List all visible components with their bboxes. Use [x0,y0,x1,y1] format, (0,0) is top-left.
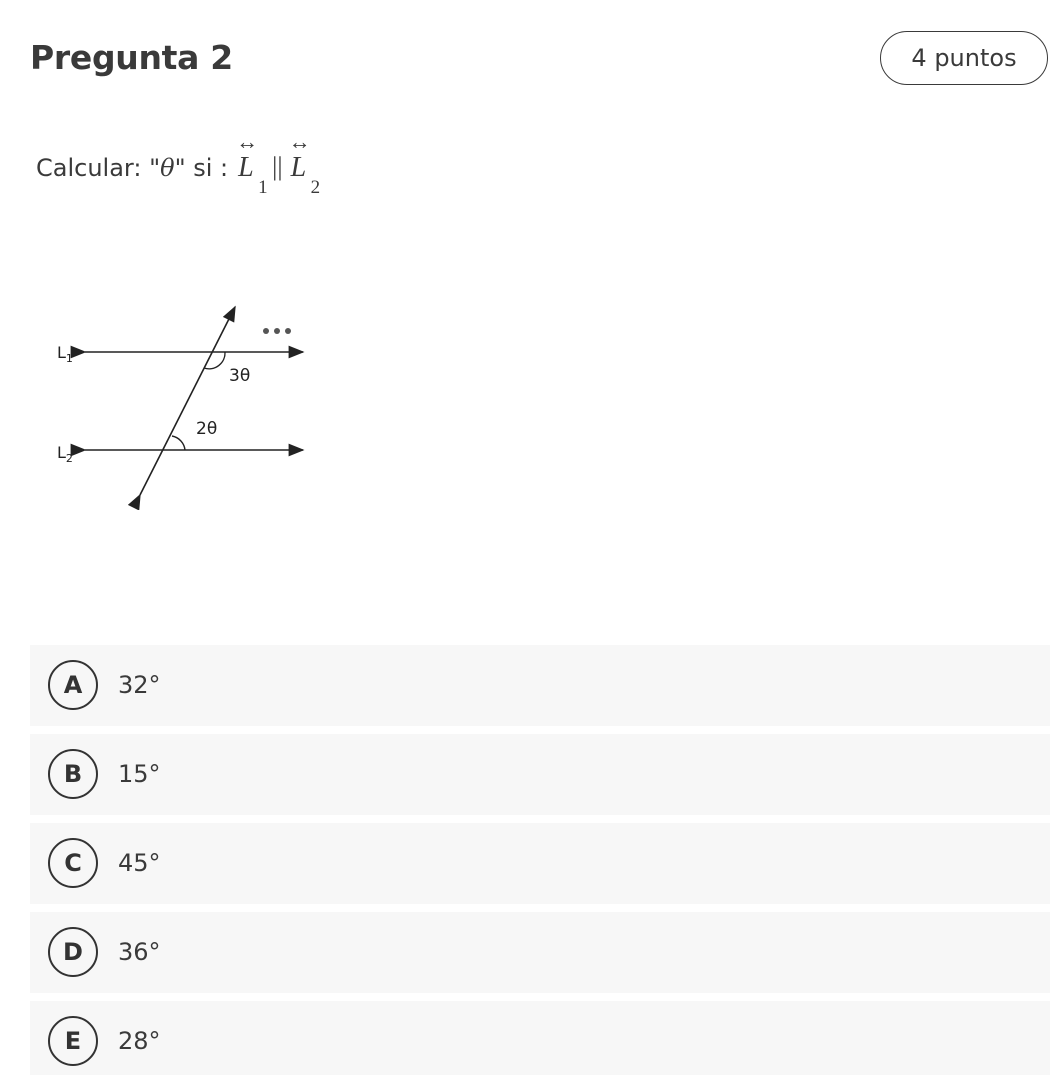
option-text: 15° [118,760,161,788]
line-subscript: 2 [310,177,321,198]
parallel-lines-diagram [40,295,320,510]
option-letter-badge: B [48,749,98,799]
option-text: 45° [118,849,161,877]
prompt-theta: θ [160,154,175,182]
angle-bottom-label: 2θ [196,419,218,439]
prompt-prefix: Calcular: " [36,154,161,182]
line-letter: L [290,152,307,183]
line-letter: L [238,152,254,183]
question-prompt [36,129,321,202]
line-l2-symbol [288,129,321,202]
option-letter-badge: E [48,1016,98,1066]
option-a[interactable] [30,645,1050,726]
question-title: Pregunta 2 [30,38,233,77]
double-arrow-icon: ↔ [236,129,259,154]
line-l2-label: $L_2$ [57,443,73,465]
line-l1-label: $L_1$ [57,343,73,365]
double-arrow-icon: ↔ [288,129,311,154]
option-letter-badge: C [48,838,98,888]
option-d[interactable] [30,912,1050,993]
more-dots-icon[interactable] [263,328,291,334]
option-text: 32° [118,671,161,699]
option-text: 28° [118,1027,161,1055]
transversal-line [140,307,235,495]
parallel-symbol: || [272,152,283,181]
option-letter-badge: A [48,660,98,710]
angle-top-label: 3θ [229,366,251,386]
line-subscript: 1 [258,177,268,198]
option-text: 36° [118,938,161,966]
points-badge: 4 puntos [880,31,1048,85]
angle-arc-bottom [172,436,185,450]
option-letter-badge: D [48,927,98,977]
geometry-figure [40,295,320,514]
option-c[interactable] [30,823,1050,904]
line-l1-symbol [236,129,268,202]
option-b[interactable] [30,734,1050,815]
prompt-suffix: " si : [174,154,229,182]
option-e[interactable] [30,1001,1050,1075]
answer-options [30,645,1050,1075]
